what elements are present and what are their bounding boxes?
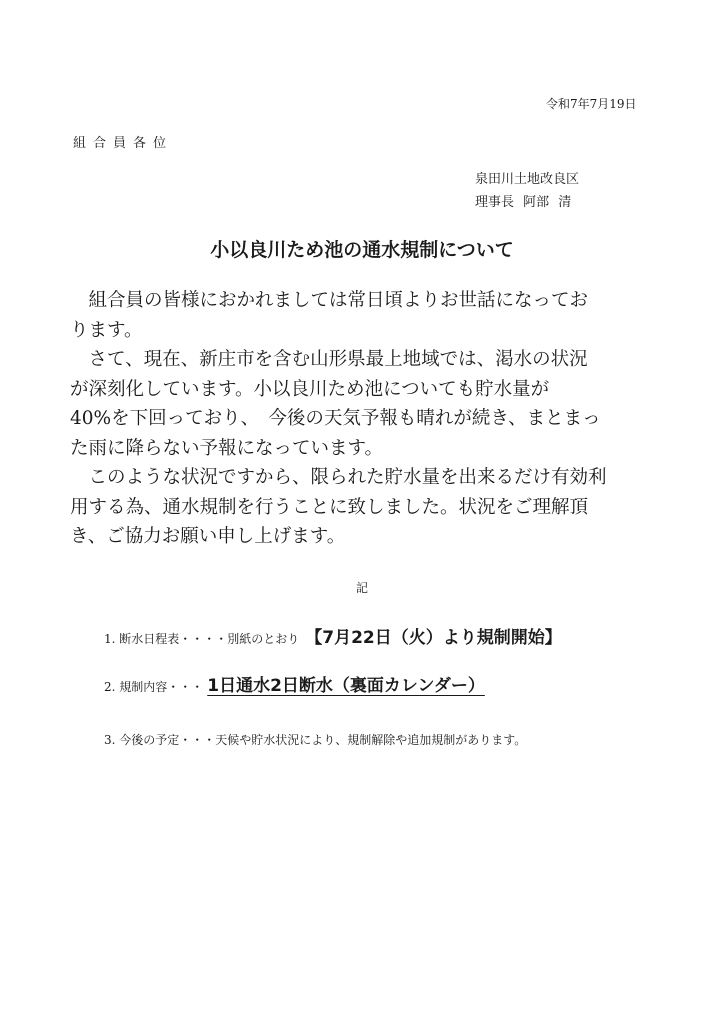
item-label: 3. 今後の予定・・・天候や貯水状況により、規制解除や追加規制があります。 (104, 733, 527, 747)
sender-organization: 泉田川土地改良区 (475, 172, 580, 187)
paragraph-request (70, 463, 640, 552)
paragraph-greeting (70, 286, 640, 345)
recipient: 組合員各位 (73, 136, 174, 151)
ki-heading: 記 (355, 581, 368, 595)
body-line: た雨に降らない予報になっています。 (70, 437, 384, 459)
body-line: 組合員の皆様におかれましては常日頃よりお世話になってお (70, 290, 589, 311)
body-line: き、ご協力お願い申し上げます。 (70, 526, 346, 547)
item-label: 1. 断水日程表・・・・別紙のとおり (104, 632, 300, 646)
body-line: このような状況ですから、限られた貯水量を出来るだけ有効利 (70, 467, 607, 488)
body-line: 40%を下回っており、 今後の天気予報も晴れが続き、まとまっ (70, 408, 601, 429)
body-line: ります。 (70, 319, 143, 341)
document-title: 小以良川ため池の通水規制について (210, 239, 514, 261)
item-emphasis: 【7月22日（火）より規制開始】 (305, 628, 562, 648)
list-item-schedule (104, 623, 562, 648)
body-line: さて、現在、新庄市を含む山形県最上地域では、渇水の状況 (70, 349, 588, 370)
document-date: 令和7年7月19日 (546, 97, 637, 111)
item-emphasis: 1日通水2日断水（裏面カレンダー） (207, 676, 485, 696)
list-item-restriction (104, 671, 485, 696)
list-item-future-plan (104, 731, 526, 748)
body-text (70, 286, 640, 552)
body-line: 用する為、通水規制を行うことに致しました。状況をご理解頂 (70, 496, 589, 518)
sender-name: 理事長 阿部 清 (475, 195, 572, 210)
body-line: が深刻化しています。小以良川ため池についても貯水量が (70, 378, 550, 400)
paragraph-situation (70, 345, 640, 463)
item-label: 2. 規制内容・・・ (104, 680, 204, 694)
